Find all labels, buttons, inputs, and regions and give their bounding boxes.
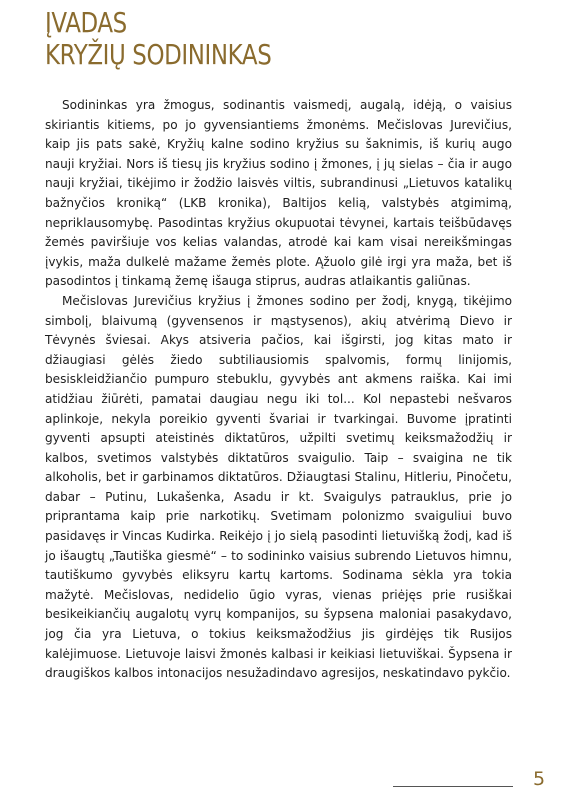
page-number: 5 [533, 768, 546, 790]
paragraph: Sodininkas yra žmogus, sodinantis vaismedį, augalą, idėją, o vaisius skiriantis kitiems, po jo gyvensiantiems žmonėms. Mečislovas Jurevičius, kaip jis pats sakė, Kryžių kalne sodino kryžius su šaknimis, iš kurių augo nauji kryžiai. Nors iš tiesų jis kryžius sodino į žmones, į jų sielas – čia ir augo nauji kryžiai, tikėjimo ir žodžio laisvės viltis, subrandinusi „Lietuvos katalikų bažnyčios kroniką“ (LKB kronika), Baltijos kelią, valstybės atgimimą, nepriklausomybę. Pasodintas kryžius okupuotai tėvynei, kartais teišbūdavęs žemės paviršiuje vos kelias valandas, atrodė kai kam visai nereikšmingas įvykis, maža dulkelė mažame žemės plote. Ąžuolo gilė irgi yra maža, bet iš pasodintos į tinkamą žemę išauga stiprus, audras atlaikantis galiūnas. [45, 98, 512, 289]
chapter-heading [45, 7, 271, 71]
paragraph: Mečislovas Jurevičius kryžius į žmones sodino per žodį, knygą, tikėjimo simbolį, blaivumą (gyvensenos ir mąstysenos), akių atvėrimą Dievo ir Tėvynės šviesai. Akys atsiveria pačios, kai išgirsti, jog kitas mato ir džiaugiasi gėlės žiedo subtiliausiomis spalvomis, formų linijomis, besiskleidžiančio pumpuro stebuklu, gyvybės ant akmens raiška. Kai imi atidžiau žiūrėti, pamatai daugiau negu iki tol... Kol nepastebi nešvaros aplinkoje, nekyla poreikio gyventi švariai ir tvarkingai. Buvome įpratinti gyventi apsupti ateistinės diktatūros, užpilti svetimų keiksmažodžių ir kalbos, svetimos valstybės diktatūros svaigulio. Taip – svaigina ne tik alkoholis, bet ir garbinamos diktatūros. Džiaugtasi Stalinu, Hitleriu, Pinočetu, dabar – Putinu, Lukašenka, Asadu ir kt. Svaigulys patrauklus, prie jo priprantama kaip prie narkotikų. Svetimam polonizmo svaiguliui buvo pasidavęs ir Vincas Kudirka. Reikėjo į jo sielą pasodinti lietuvišką žodį, kad iš jo išaugtų „Tautiška giesmė“ – to sodininko vaisius subrendo Lietuvos himnu, tautiškumo gyvybės eliksyru kartų kartoms. Sodinama sėkla yra tokia mažytė. Mečislovas, nedidelio ūgio vyras, vienas priėjęs prie rusiškai besikeikiančių augalotų vyrų kompanijos, su šypsena maloniai pasakydavo, jog čia yra Lietuva, o tokius keiksmažodžius jis girdėjęs tik Rusijos kalėjimuose. Lietuvoje laisvi žmonės kalbasi ir keikiasi lietuviškai. Šypsena ir draugiškos kalbos intonacijos nesužadindavo agresijos, neskatindavo pykčio. [45, 293, 512, 681]
footer-rule [393, 786, 513, 787]
chapter-title: ĮVADAS [45, 6, 127, 39]
chapter-subtitle: KRYŽIŲ SODININKAS [45, 38, 272, 71]
body-text [45, 96, 512, 684]
